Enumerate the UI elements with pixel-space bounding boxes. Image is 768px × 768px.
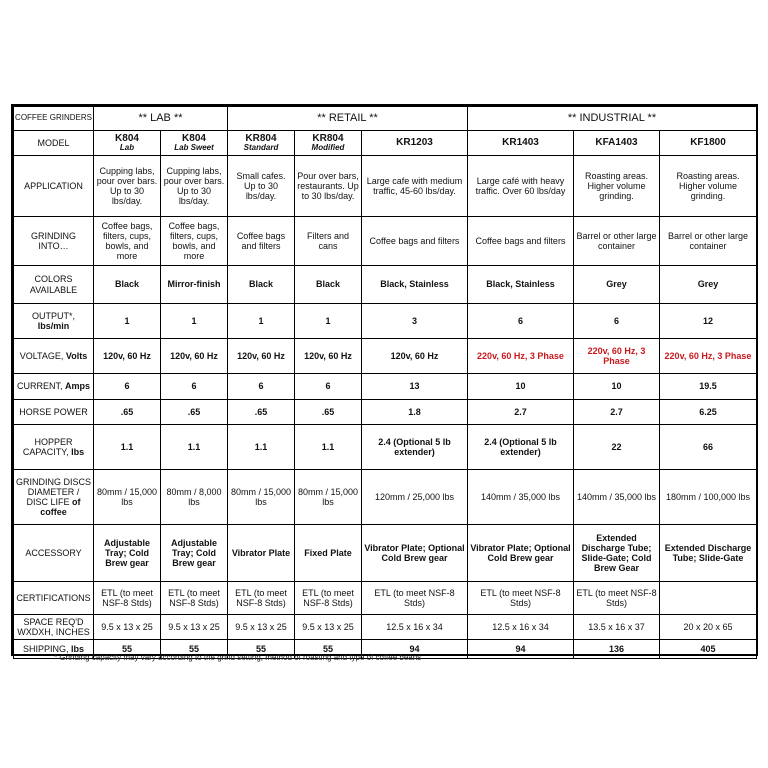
cell-space	[94, 615, 161, 640]
cell-grinding-into	[228, 217, 295, 266]
cell-voltage	[161, 339, 228, 374]
cell-output	[660, 304, 757, 339]
cell-value: 12.5 x 16 x 34	[386, 621, 443, 632]
cell-value: 13	[409, 381, 420, 392]
row-label-text: HOPPER CAPACITY,	[22, 436, 73, 457]
cell-colors	[161, 266, 228, 304]
cell-value: 6	[258, 381, 264, 392]
cell-output	[468, 304, 574, 339]
cell-value: 1.1	[187, 441, 201, 452]
cell-shipping	[574, 640, 660, 659]
model-subtitle: Standard	[243, 143, 279, 153]
cell-hp	[362, 400, 468, 425]
cell-cert	[660, 582, 757, 615]
cell-value: 140mm / 35,000 lbs	[480, 491, 561, 502]
row-label	[14, 425, 94, 470]
cell-value: Black, Stainless	[380, 279, 449, 290]
cell-value: 12.5 x 16 x 34	[492, 621, 549, 632]
cell-value: Cupping labs, pour over bars. Up to 30 lbs/day.	[163, 165, 225, 207]
row-label	[14, 156, 94, 217]
cell-hopper	[660, 425, 757, 470]
group-header-row	[14, 107, 757, 131]
cell-space	[228, 615, 295, 640]
cell-discs	[468, 470, 574, 525]
cell-current	[94, 374, 161, 400]
cell-value: 405	[700, 643, 716, 654]
cell-value: 10	[611, 381, 622, 392]
cell-discs	[362, 470, 468, 525]
cell-value: 2.7	[610, 406, 623, 417]
footnote: * Grinding capacity may vary according to the grind setting, method of roasting and type of coffee beans	[54, 653, 422, 662]
model-name: K804	[115, 132, 139, 144]
row-label-text: APPLICATION	[24, 180, 83, 191]
model-name: KR1203	[396, 137, 433, 149]
cell-application	[660, 156, 757, 217]
cell-voltage	[468, 339, 574, 374]
row-accessory	[14, 525, 757, 582]
cell-accessory	[161, 525, 228, 582]
row-label-unit: lbs	[71, 643, 85, 654]
row-label	[14, 266, 94, 304]
cell-current	[228, 374, 295, 400]
row-label	[14, 339, 94, 374]
cell-value: 9.5 x 13 x 25	[168, 621, 220, 632]
cell-value: Extended Discharge Tube; Slide-Gate; Cold Brew Gear	[581, 532, 652, 574]
cell-voltage	[94, 339, 161, 374]
cell-value: 3	[411, 315, 417, 326]
cell-application	[94, 156, 161, 217]
group-industrial: ** INDUSTRIAL **	[468, 107, 757, 131]
cell-value: 94	[515, 643, 526, 654]
cell-hopper	[574, 425, 660, 470]
cell-value: 220v, 60 Hz, 3 Phase	[477, 350, 564, 361]
cell-value: 80mm / 15,000 lbs	[230, 486, 292, 507]
cell-value: 120v, 60 Hz	[390, 350, 439, 361]
cell-value: 6	[124, 381, 130, 392]
cell-application	[228, 156, 295, 217]
cell-value: Fixed Plate	[304, 547, 352, 558]
cell-cert	[94, 582, 161, 615]
cell-value: Vibrator Plate	[231, 547, 291, 558]
cell-value: 1.8	[408, 406, 421, 417]
row-voltage	[14, 339, 757, 374]
cell-accessory	[574, 525, 660, 582]
cell-accessory	[228, 525, 295, 582]
cell-current	[161, 374, 228, 400]
cell-value: ETL (to meet NSF-8 Stds)	[235, 587, 287, 608]
cell-value: ETL (to meet NSF-8 Stds)	[168, 587, 220, 608]
cell-grinding-into	[574, 217, 660, 266]
cell-space	[362, 615, 468, 640]
grinder-spec-table	[13, 106, 757, 659]
cell-application	[362, 156, 468, 217]
cell-discs	[94, 470, 161, 525]
cell-value: Vibrator Plate; Optional Cold Brew gear	[470, 542, 571, 563]
cell-colors	[362, 266, 468, 304]
cell-discs	[295, 470, 362, 525]
cell-value: 55	[322, 643, 333, 654]
cell-hopper	[295, 425, 362, 470]
cell-discs	[161, 470, 228, 525]
row-space	[14, 615, 757, 640]
row-label-text: CERTIFICATIONS	[16, 592, 91, 603]
cell-value: ETL (to meet NSF-8 Stds)	[576, 587, 657, 608]
cell-value: 55	[121, 643, 132, 654]
cell-value: Adjustable Tray; Cold Brew gear	[103, 537, 150, 569]
cell-value: 120v, 60 Hz	[304, 350, 352, 361]
cell-value: Black, Stainless	[486, 279, 555, 290]
row-label	[14, 304, 94, 339]
cell-value: 120v, 60 Hz	[103, 350, 151, 361]
group-retail: ** RETAIL **	[228, 107, 468, 131]
cell-value: 80mm / 15,000 lbs	[96, 486, 158, 507]
cell-grinding-into	[660, 217, 757, 266]
cell-grinding-into	[362, 217, 468, 266]
cell-space	[161, 615, 228, 640]
cell-model	[574, 131, 660, 156]
row-label	[14, 582, 94, 615]
cell-hp	[660, 400, 757, 425]
cell-accessory	[468, 525, 574, 582]
cell-value: Grey	[606, 279, 627, 290]
cell-voltage	[660, 339, 757, 374]
cell-accessory	[295, 525, 362, 582]
cell-application	[295, 156, 362, 217]
cell-cert	[362, 582, 468, 615]
cell-value: 1.1	[254, 441, 268, 452]
cell-hopper	[94, 425, 161, 470]
cell-hopper	[362, 425, 468, 470]
cell-value: 1	[124, 315, 130, 326]
cell-value: 9.5 x 13 x 25	[235, 621, 287, 632]
cell-application	[161, 156, 228, 217]
cell-colors	[94, 266, 161, 304]
cell-discs	[574, 470, 660, 525]
model-name: K804	[182, 132, 206, 144]
cell-value: 220v, 60 Hz, 3 Phase	[587, 345, 646, 366]
cell-value: Vibrator Plate; Optional Cold Brew gear	[364, 542, 465, 563]
cell-model	[362, 131, 468, 156]
cell-value: 9.5 x 13 x 25	[101, 621, 153, 632]
cell-cert	[574, 582, 660, 615]
cell-value: Coffee bags, filters, cups, bowls, and more	[168, 220, 220, 262]
cell-current	[660, 374, 757, 400]
row-label	[14, 374, 94, 400]
cell-colors	[574, 266, 660, 304]
row-application	[14, 156, 757, 217]
cell-value: ETL (to meet NSF-8 Stds)	[374, 587, 455, 608]
row-label-text: SHIPPING,	[22, 643, 69, 654]
row-hopper	[14, 425, 757, 470]
row-current	[14, 374, 757, 400]
cell-cert	[161, 582, 228, 615]
row-model	[14, 131, 757, 156]
cell-grinding-into	[94, 217, 161, 266]
cell-value: .65	[187, 406, 201, 417]
cell-hp	[574, 400, 660, 425]
cell-application	[468, 156, 574, 217]
cell-value: ETL (to meet NSF-8 Stds)	[302, 587, 354, 608]
cell-value: 140mm / 35,000 lbs	[576, 491, 657, 502]
cell-value: 55	[188, 643, 199, 654]
cell-value: .65	[120, 406, 134, 417]
row-label	[14, 615, 94, 640]
row-hp	[14, 400, 757, 425]
cell-value: 120v, 60 Hz	[237, 350, 285, 361]
row-label-text: COLORS AVAILABLE	[29, 274, 78, 295]
cell-space	[468, 615, 574, 640]
cell-value: Adjustable Tray; Cold Brew gear	[170, 537, 217, 569]
cell-current	[295, 374, 362, 400]
cell-value: 20 x 20 x 65	[683, 621, 733, 632]
cell-value: 1.1	[321, 441, 335, 452]
cell-value: Pour over bars, restaurants. Up to 30 lbs/day.	[297, 170, 359, 202]
cell-value: 55	[255, 643, 266, 654]
cell-value: 6	[517, 315, 523, 326]
row-label-text: GRINDING DISCS DIAMETER / DISC LIFE	[16, 476, 92, 507]
cell-value: 120v, 60 Hz	[170, 350, 218, 361]
row-label-text: CURRENT,	[16, 381, 63, 392]
row-label	[14, 470, 94, 525]
cell-value: Coffee bags, filters, cups, bowls, and more	[101, 220, 153, 262]
cell-hp	[94, 400, 161, 425]
cell-grinding-into	[161, 217, 228, 266]
cell-value: Barrel or other large container	[667, 230, 749, 251]
cell-value: ETL (to meet NSF-8 Stds)	[480, 587, 561, 608]
cell-grinding-into	[295, 217, 362, 266]
row-discs	[14, 470, 757, 525]
cell-value: 2.4 (Optional 5 lb extender)	[378, 436, 451, 457]
row-label	[14, 217, 94, 266]
model-subtitle: Modified	[311, 143, 345, 153]
cell-value: Roasting areas. Higher volume grinding.	[584, 170, 649, 202]
row-cert	[14, 582, 757, 615]
cell-output	[574, 304, 660, 339]
row-label-unit: of coffee	[40, 497, 81, 518]
cell-value: Grey	[697, 279, 719, 290]
cell-hp	[468, 400, 574, 425]
cell-model	[468, 131, 574, 156]
model-name: KR804	[312, 132, 344, 144]
cell-value: 120mm / 25,000 lbs	[374, 491, 455, 502]
cell-value: 10	[515, 381, 526, 392]
cell-value: Small cafes. Up to 30 lbs/day.	[236, 170, 286, 202]
cell-accessory	[94, 525, 161, 582]
cell-cert	[295, 582, 362, 615]
cell-discs	[660, 470, 757, 525]
cell-colors	[468, 266, 574, 304]
cell-voltage	[295, 339, 362, 374]
cell-output	[94, 304, 161, 339]
cell-model	[295, 131, 362, 156]
cell-output	[228, 304, 295, 339]
cell-value: 9.5 x 13 x 25	[302, 621, 354, 632]
cell-value: Black	[248, 279, 274, 290]
cell-voltage	[362, 339, 468, 374]
cell-value: 1.1	[120, 441, 134, 452]
cell-application	[574, 156, 660, 217]
cell-value: 2.7	[514, 406, 527, 417]
cell-cert	[228, 582, 295, 615]
cell-value: Black	[315, 279, 341, 290]
cell-value: 1	[191, 315, 197, 326]
cell-value: Coffee bags and filters	[475, 235, 566, 246]
cell-value: 12	[702, 315, 713, 326]
cell-model	[228, 131, 295, 156]
cell-model	[94, 131, 161, 156]
cell-value: Cupping labs, pour over bars. Up to 30 lbs/day.	[96, 165, 158, 207]
row-label-text: VOLTAGE,	[19, 350, 64, 361]
cell-voltage	[574, 339, 660, 374]
cell-value: 1	[325, 315, 331, 326]
cell-value: 80mm / 8,000 lbs	[166, 486, 222, 507]
cell-value: 1	[258, 315, 264, 326]
cell-cert	[468, 582, 574, 615]
cell-value: Extended Discharge Tube; Slide-Gate	[664, 542, 752, 563]
cell-hopper	[161, 425, 228, 470]
cell-value: 13.5 x 16 x 37	[588, 621, 645, 632]
cell-value: Filters and cans	[306, 230, 350, 251]
row-label-text: MODEL	[37, 137, 70, 148]
cell-value: 220v, 60 Hz, 3 Phase	[664, 350, 752, 361]
cell-shipping	[660, 640, 757, 659]
cell-value: Coffee bags and filters	[236, 230, 286, 251]
cell-value: Roasting areas. Higher volume grinding.	[676, 170, 740, 202]
cell-value: 6	[325, 381, 331, 392]
row-label-unit: lbs	[71, 447, 85, 457]
row-label-text: ACCESSORY	[25, 547, 82, 558]
cell-value: 94	[409, 643, 420, 654]
cell-accessory	[660, 525, 757, 582]
model-name: KF1800	[690, 137, 726, 149]
cell-value: 6	[613, 315, 619, 326]
row-label-unit: Amps	[65, 381, 91, 392]
cell-value: .65	[321, 406, 335, 417]
cell-accessory	[362, 525, 468, 582]
model-name: KFA1403	[595, 137, 638, 149]
cell-colors	[660, 266, 757, 304]
cell-value: 136	[608, 643, 625, 654]
cell-current	[362, 374, 468, 400]
row-label	[14, 525, 94, 582]
row-label-text: SPACE REQ'D WXDXH, INCHES	[17, 616, 90, 637]
cell-hopper	[228, 425, 295, 470]
cell-value: 80mm / 15,000 lbs	[297, 486, 359, 507]
row-label-text: HORSE POWER	[19, 406, 88, 417]
cell-value: 180mm / 100,000 lbs	[665, 491, 751, 502]
cell-colors	[295, 266, 362, 304]
model-name: KR1403	[502, 137, 539, 149]
row-label	[14, 400, 94, 425]
cell-value: Large café with heavy traffic. Over 60 lbs/day	[475, 175, 566, 196]
cell-value: Barrel or other large container	[576, 230, 657, 251]
cell-value: ETL (to meet NSF-8 Stds)	[101, 587, 153, 608]
cell-hp	[228, 400, 295, 425]
cell-value: 19.5	[699, 381, 717, 392]
cell-output	[362, 304, 468, 339]
row-label-unit: Volts	[65, 350, 88, 361]
cell-value: 6	[191, 381, 197, 392]
row-output	[14, 304, 757, 339]
cell-value: 66	[702, 441, 713, 452]
cell-output	[295, 304, 362, 339]
cell-value: Coffee bags and filters	[369, 235, 460, 246]
cell-value: .65	[254, 406, 268, 417]
cell-value: 2.4 (Optional 5 lb extender)	[484, 436, 557, 457]
cell-value: 22	[611, 441, 622, 452]
row-label-unit: lbs/min	[37, 321, 70, 331]
group-lab: ** LAB **	[94, 107, 228, 131]
coffee-grinders-label: COFFEE GRINDERS	[14, 107, 94, 131]
row-label	[14, 131, 94, 156]
model-subtitle: Lab Sweet	[174, 143, 214, 153]
cell-value: 6.25	[699, 406, 717, 417]
row-grinding-into	[14, 217, 757, 266]
cell-current	[574, 374, 660, 400]
row-colors	[14, 266, 757, 304]
cell-space	[574, 615, 660, 640]
cell-value: Large cafe with medium traffic, 45-60 lbs/day.	[366, 175, 463, 196]
model-name: KR804	[245, 132, 277, 144]
cell-hp	[295, 400, 362, 425]
cell-space	[295, 615, 362, 640]
cell-value: Black	[114, 279, 140, 290]
cell-colors	[228, 266, 295, 304]
cell-value: Mirror-finish	[167, 279, 221, 290]
cell-voltage	[228, 339, 295, 374]
cell-grinding-into	[468, 217, 574, 266]
row-label-text: OUTPUT*,	[31, 310, 75, 321]
cell-space	[660, 615, 757, 640]
cell-discs	[228, 470, 295, 525]
cell-model	[161, 131, 228, 156]
cell-hopper	[468, 425, 574, 470]
cell-output	[161, 304, 228, 339]
cell-hp	[161, 400, 228, 425]
model-subtitle: Lab	[119, 143, 135, 153]
cell-model	[660, 131, 757, 156]
row-label-text: GRINDING INTO…	[31, 230, 76, 251]
cell-shipping	[468, 640, 574, 659]
cell-current	[468, 374, 574, 400]
